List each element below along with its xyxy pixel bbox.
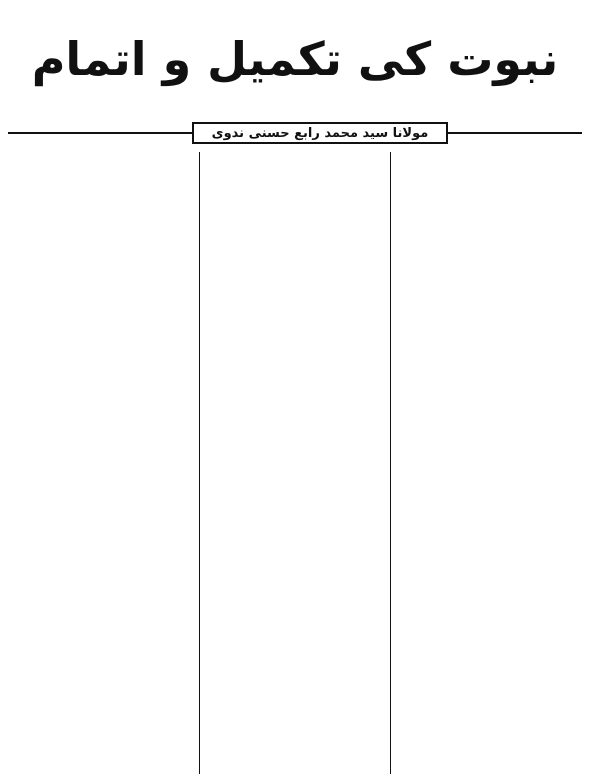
article-title: نبوت کی تکمیل و اتمام xyxy=(31,31,559,86)
article-column-3 xyxy=(8,152,199,774)
article-column-2 xyxy=(200,152,391,774)
title-area xyxy=(0,0,590,118)
author-byline-box xyxy=(192,122,448,144)
author-byline: مولانا سید محمد رابع حسنی ندوی xyxy=(211,125,429,141)
article-columns xyxy=(8,152,582,774)
byline-rule-right xyxy=(448,132,582,134)
byline-rule-left xyxy=(8,132,192,134)
article-column-1 xyxy=(391,152,582,774)
